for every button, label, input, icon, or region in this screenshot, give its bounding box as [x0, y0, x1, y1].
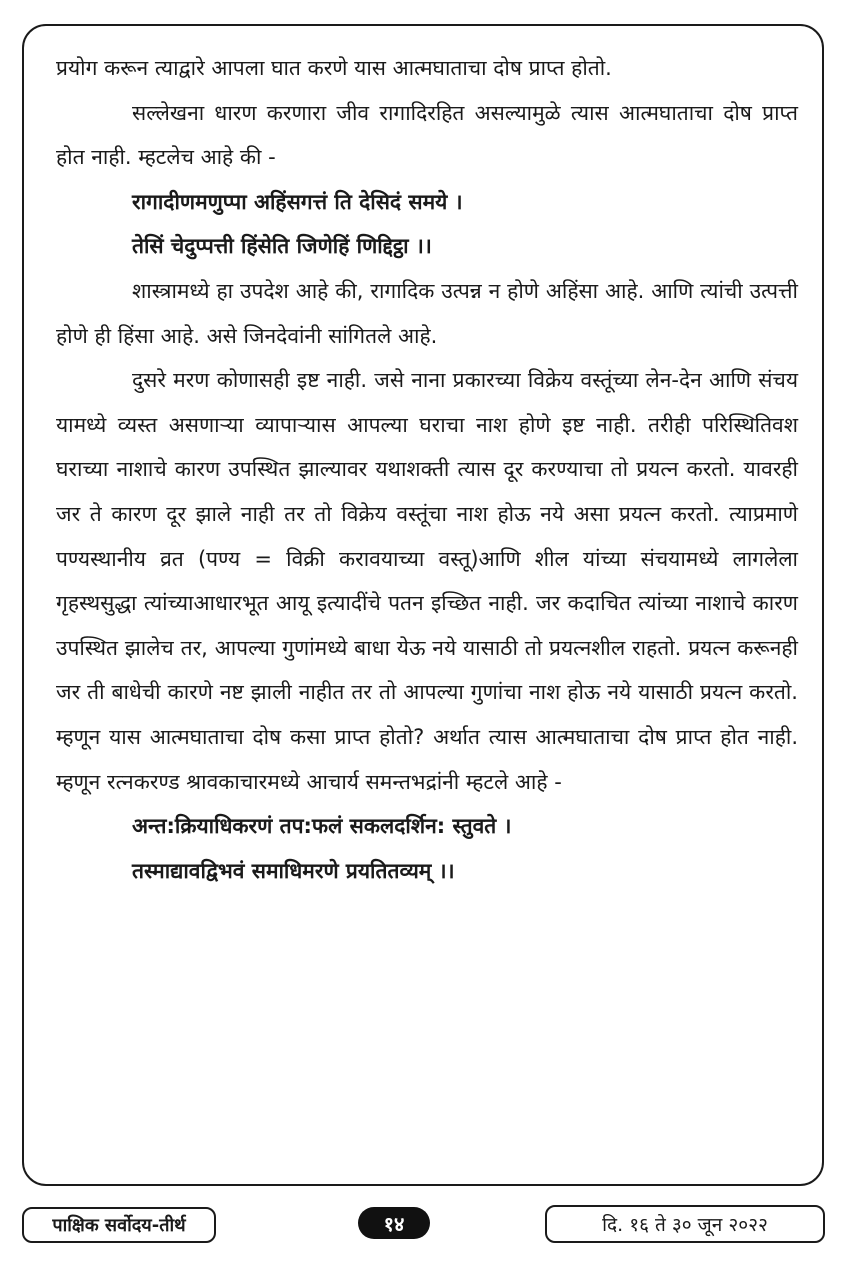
- verse-line-4: तस्माद्यावद्विभवं समाधिमरणे प्रयतितव्यम् ।।: [132, 858, 455, 883]
- page-body: [56, 46, 798, 893]
- issue-date: दि. १६ ते ३० जून २०२२: [545, 1205, 825, 1243]
- paragraph-ahimsa: शास्त्रामध्ये हा उपदेश आहे की, रागादिक उत्पन्न न होणे अहिंसा आहे. आणि त्यांची उत्पत्ती होणे ही हिंसा आहे. असे जिनदेवांनी सांगितले आहे.: [56, 278, 798, 348]
- verse-line-1: रागादीणमणुप्पा अहिंसगत्तं ति देसिदं समये ।: [132, 189, 463, 214]
- verse-line-2: तेसिं चेदुप्पत्ती हिंसेति जिणेहिं णिद्दिट्ठा ।।: [132, 234, 432, 259]
- paragraph-continuation: प्रयोग करून त्याद्वारे आपला घात करणे यास आत्मघाताचा दोष प्राप्त होतो.: [56, 56, 612, 80]
- publication-name: पाक्षिक सर्वोदय-तीर्थ: [22, 1207, 216, 1243]
- verse-line-3: अन्त:क्रियाधिकरणं तप:फलं सकलदर्शिन: स्तुवते ।: [132, 814, 512, 839]
- paragraph-death: दुसरे मरण कोणासही इष्ट नाही. जसे नाना प्रकारच्या विक्रेय वस्तूंच्या लेन-देन आणि संचय यामध्ये व्यस्त असणाऱ्या व्यापाऱ्यास आपल्या घराचा नाश होणे इष्ट नाही. तरीही परिस्थितिवश घराच्या नाशाचे कारण उपस्थित झाल्यावर यथाशक्ती त्यास दूर करण्याचा तो प्रयत्न करतो. यावरही जर ते कारण दूर झाले नाही तर तो विक्रेय वस्तूंचा नाश होऊ नये असा प्रयत्न करतो. त्याप्रमाणे पण्यस्थानीय व्रत (पण्य = विक्री करावयाच्या वस्तू)आणि शील यांच्या संचयामध्ये लागलेला गृहस्थसुद्धा त्यांच्याआधारभूत आयू इत्यादींचे पतन इच्छित नाही. जर कदाचित त्यांच्या नाशाचे कारण उपस्थित झालेच तर, आपल्या गुणांमध्ये बाधा येऊ नये यासाठी तो प्रयत्नशील राहतो. प्रयत्न करूनही जर ती बाधेची कारणे नष्ट झाली नाहीत तर तो आपल्या गुणांचा नाश होऊ नये यासाठी प्रयत्न करतो. म्हणून यास आत्मघाताचा दोष कसा प्राप्त होतो? अर्थात त्यास आत्मघाताचा दोष प्राप्त होत नाही. म्हणून रत्नकरण्ड श्रावकाचारमध्ये आचार्य समन्तभद्रांनी म्हटले आहे -: [56, 368, 798, 794]
- page-number: १४: [358, 1207, 430, 1239]
- paragraph-sallekhana: सल्लेखना धारण करणारा जीव रागादिरहित असल्यामुळे त्यास आत्मघाताचा दोष प्राप्त होत नाही. म्हटलेच आहे की -: [56, 100, 798, 170]
